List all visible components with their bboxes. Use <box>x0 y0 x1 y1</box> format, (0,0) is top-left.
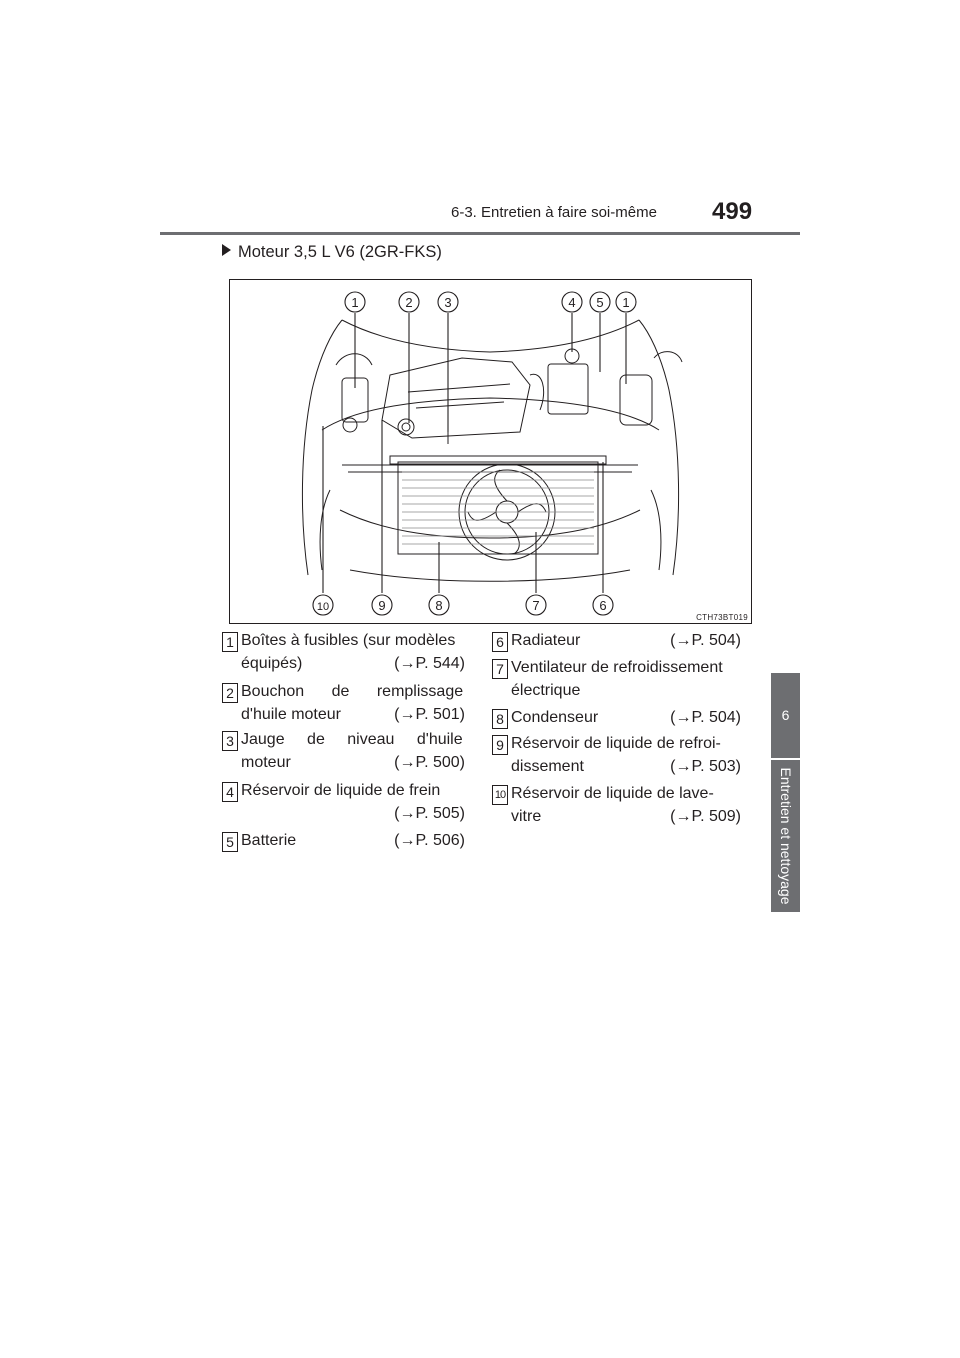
subheading-text: Moteur 3,5 L V6 (2GR-FKS) <box>238 243 442 261</box>
callout-label: 4 <box>568 295 576 310</box>
legend-item <box>222 630 469 676</box>
page-reference: (→P. 505) <box>394 805 465 822</box>
legend-number-badge: 3 <box>222 731 238 751</box>
legend-text: Réservoir de liquide de refroi- <box>511 735 721 752</box>
page-number: 499 <box>712 198 753 225</box>
legend-text: Réservoir de liquide de lave- <box>511 785 714 802</box>
chapter-tab-title: Entretien et nettoyage <box>777 767 794 905</box>
legend-text: d'huile moteur <box>241 706 341 723</box>
page-reference: (→P. 501) <box>394 706 465 723</box>
legend-text: dissement <box>511 758 584 775</box>
legend-text: équipés) <box>241 655 303 672</box>
page-reference: (→P. 544) <box>394 655 465 672</box>
callout-label: 5 <box>596 295 604 310</box>
legend-item <box>492 630 747 654</box>
callout-label: 1 <box>351 295 359 310</box>
legend-number-badge: 1 <box>222 632 238 652</box>
legend-item <box>492 657 747 703</box>
legend-text: Jauge de niveau d'huile <box>241 731 463 748</box>
legend-text: Batterie <box>241 832 297 849</box>
legend-item <box>222 830 469 854</box>
callout-label: 9 <box>378 598 386 613</box>
callout-label: 7 <box>532 598 540 613</box>
page-reference: (→P. 503) <box>670 758 741 775</box>
callout-label: 2 <box>405 295 413 310</box>
triangle-bullet-icon <box>222 244 231 256</box>
legend-text: vitre <box>511 808 542 825</box>
engine-bay-illustration <box>229 279 752 624</box>
legend-text: Bouchon de remplissage <box>241 683 464 700</box>
callout-label: 1 <box>622 295 630 310</box>
legend-text: Réservoir de liquide de frein <box>241 782 441 799</box>
legend-number-badge: 7 <box>492 659 508 679</box>
legend-text: Ventilateur de refroidissement <box>511 659 723 676</box>
legend-number-badge: 9 <box>492 735 508 755</box>
callout-label: 3 <box>444 295 452 310</box>
header-rule <box>160 232 800 235</box>
legend-number-badge: 2 <box>222 683 238 703</box>
figure-code: CTH73BT019 <box>696 613 748 622</box>
page-reference: (→P. 504) <box>670 632 741 649</box>
legend-number-badge: 4 <box>222 782 238 802</box>
legend-text: électrique <box>511 682 581 699</box>
legend-item <box>222 681 469 727</box>
page-reference: (→P. 500) <box>394 754 465 771</box>
page-reference: (→P. 509) <box>670 808 741 825</box>
chapter-tab-number: 6 <box>771 673 800 758</box>
legend-item <box>492 783 747 829</box>
legend-number-badge: 10 <box>492 785 508 805</box>
legend-number-badge: 6 <box>492 632 508 652</box>
callout-label: 6 <box>599 598 607 613</box>
page-reference: (→P. 504) <box>670 709 741 726</box>
engine-bay-drawing <box>230 280 751 623</box>
legend-item <box>222 780 469 826</box>
callout-label: 10 <box>316 601 330 613</box>
legend-text: Condenseur <box>511 709 599 726</box>
callout-label: 8 <box>435 598 443 613</box>
legend-number-badge: 8 <box>492 709 508 729</box>
running-header-section: 6-3. Entretien à faire soi-même <box>451 204 657 221</box>
legend-item <box>222 729 469 775</box>
subheading <box>222 243 442 262</box>
legend-text: Boîtes à fusibles (sur modèles <box>241 632 456 649</box>
page-reference: (→P. 506) <box>394 832 465 849</box>
chapter-tab-label <box>771 760 800 912</box>
legend-item <box>492 733 747 779</box>
legend-text: Radiateur <box>511 632 581 649</box>
legend-item <box>492 707 747 731</box>
legend-number-badge: 5 <box>222 832 238 852</box>
legend-text: moteur <box>241 754 291 771</box>
